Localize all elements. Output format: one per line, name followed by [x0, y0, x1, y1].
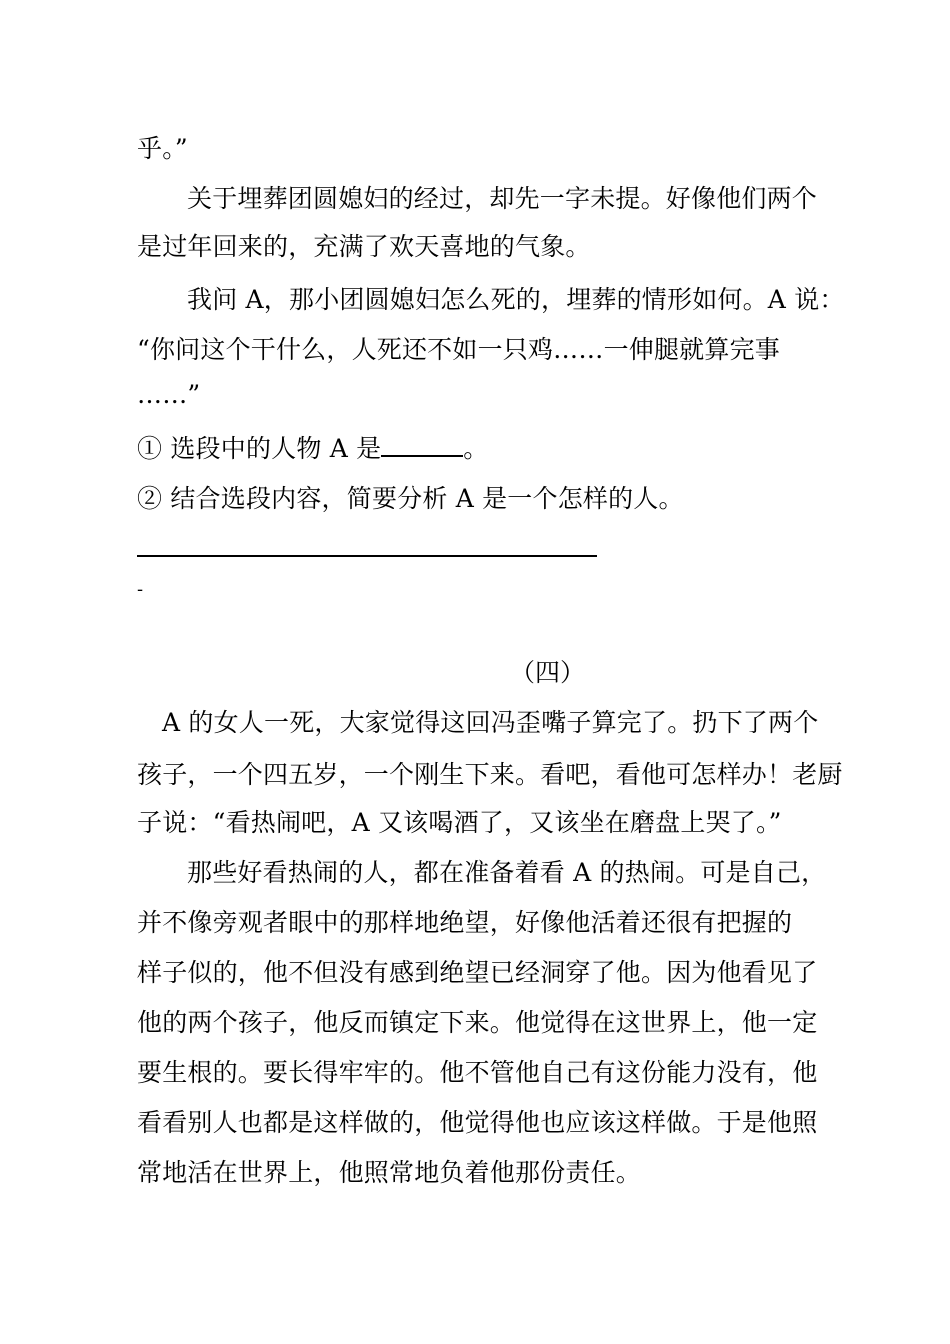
passage-line: 我问 A，那小团圆媳妇怎么死的，埋葬的情形如何。A 说：: [187, 285, 845, 314]
section-line: 要生根的。要长得牢牢的。他不管他自己有这份能力没有，他: [137, 1058, 818, 1087]
section-line: 他的两个孩子，他反而镇定下来。他觉得在这世界上，他一定: [137, 1008, 818, 1037]
section-line: 样子似的，他不但没有感到绝望已经洞穿了他。因为他看见了: [137, 958, 818, 987]
question-1-text: ① 选段中的人物 A 是: [137, 434, 382, 463]
answer-line[interactable]: [137, 555, 597, 557]
passage-line: “你问这个干什么，人死还不如一只鸡……一伸腿就算完事: [137, 335, 780, 364]
section-line: 看看别人也都是这样做的，他觉得他也应该这样做。于是他照: [137, 1108, 818, 1137]
section-line: 子说：“看热闹吧，A 又该喝酒了，又该坐在磨盘上哭了。”: [137, 808, 782, 837]
section-title: （四）: [510, 658, 586, 687]
section-line: 并不像旁观者眼中的那样地绝望，好像他活着还很有把握的: [137, 908, 793, 937]
passage-line: 乎。”: [137, 134, 188, 163]
passage-line: 是过年回来的，充满了欢天喜地的气象。: [137, 232, 591, 261]
section-line: 孩子，一个四五岁，一个刚生下来。看吧，看他可怎样办！老厨: [137, 760, 843, 789]
question-1: [137, 432, 827, 466]
section-line: 常地活在世界上，他照常地负着他那份责任。: [137, 1158, 642, 1187]
passage-line: 关于埋葬团圆媳妇的经过，却先一字未提。好像他们两个: [187, 184, 818, 213]
section-line: A 的女人一死，大家觉得这回冯歪嘴子算完了。扔下了两个: [162, 708, 819, 737]
stray-mark: -: [137, 579, 144, 600]
answer-blank[interactable]: [381, 433, 463, 457]
section-line: 那些好看热闹的人，都在准备着看 A 的热闹。可是自己，: [187, 858, 827, 887]
passage-line: ……”: [137, 380, 201, 409]
question-1-end: 。: [463, 434, 489, 463]
question-2: ② 结合选段内容，简要分析 A 是一个怎样的人。: [137, 484, 684, 513]
